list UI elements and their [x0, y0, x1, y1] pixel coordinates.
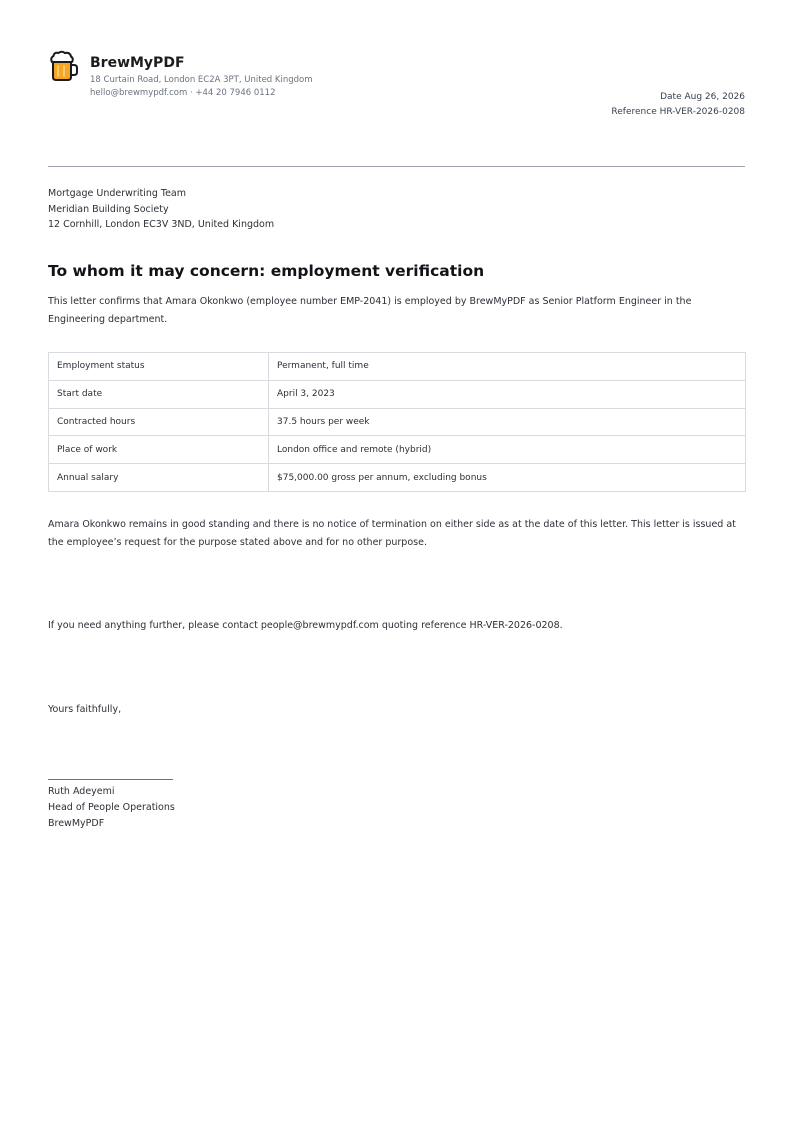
company-name: BrewMyPDF [90, 55, 185, 71]
beer-mug-icon [49, 50, 79, 82]
signatory-block [48, 784, 175, 832]
signatory-name: Ruth Adeyemi [48, 786, 115, 797]
recipient-line: Meridian Building Society [48, 203, 169, 215]
company-address: 18 Curtain Road, London EC2A 3PT, United Kingdom [90, 75, 313, 85]
table-row [49, 464, 746, 492]
recipient-line: Mortgage Underwriting Team [48, 188, 187, 199]
signatory-title: Head of People Operations [48, 802, 175, 813]
recipient-address [48, 186, 274, 233]
letter-meta [611, 90, 745, 120]
table-row [49, 380, 746, 408]
employment-details-table [48, 352, 746, 492]
table-row [49, 436, 746, 464]
detail-label: Annual salary [49, 464, 269, 492]
detail-value: April 3, 2023 [269, 380, 746, 408]
detail-label: Contracted hours [49, 408, 269, 436]
header-divider [48, 166, 745, 167]
table-row [49, 353, 746, 381]
detail-value: Permanent, full time [269, 353, 746, 381]
detail-value: $75,000.00 gross per annum, excluding bonus [269, 464, 746, 492]
contact-paragraph: If you need anything further, please contact people@brewmypdf.com quoting reference HR-VER-2026-0208. [48, 620, 563, 631]
recipient-line: 12 Cornhill, London EC3V 3ND, United Kingdom [48, 219, 275, 230]
intro-paragraph: This letter confirms that Amara Okonkwo (employee number EMP-2041) is employed by BrewMyPDF as Senior Platform Engineer in the Engineering department. [48, 296, 692, 325]
detail-value: 37.5 hours per week [269, 408, 746, 436]
letter-date: Date Aug 26, 2026 [660, 92, 745, 102]
signature-line [48, 779, 173, 780]
table-row [49, 408, 746, 436]
detail-label: Place of work [49, 436, 269, 464]
signatory-company: BrewMyPDF [48, 818, 105, 829]
detail-label: Start date [49, 380, 269, 408]
detail-value: London office and remote (hybrid) [269, 436, 746, 464]
company-contact: hello@brewmypdf.com · +44 20 7946 0112 [90, 88, 276, 98]
closing-salutation: Yours faithfully, [48, 704, 122, 715]
standing-paragraph: Amara Okonkwo remains in good standing and there is no notice of termination on either side as at the date of this letter. This letter is issued at the employee’s request for the purpose stated above and for no other purpose. [48, 519, 736, 548]
letter-headline: To whom it may concern: employment verification [48, 262, 485, 280]
letter-reference: Reference HR-VER-2026-0208 [611, 107, 745, 117]
detail-label: Employment status [49, 353, 269, 381]
